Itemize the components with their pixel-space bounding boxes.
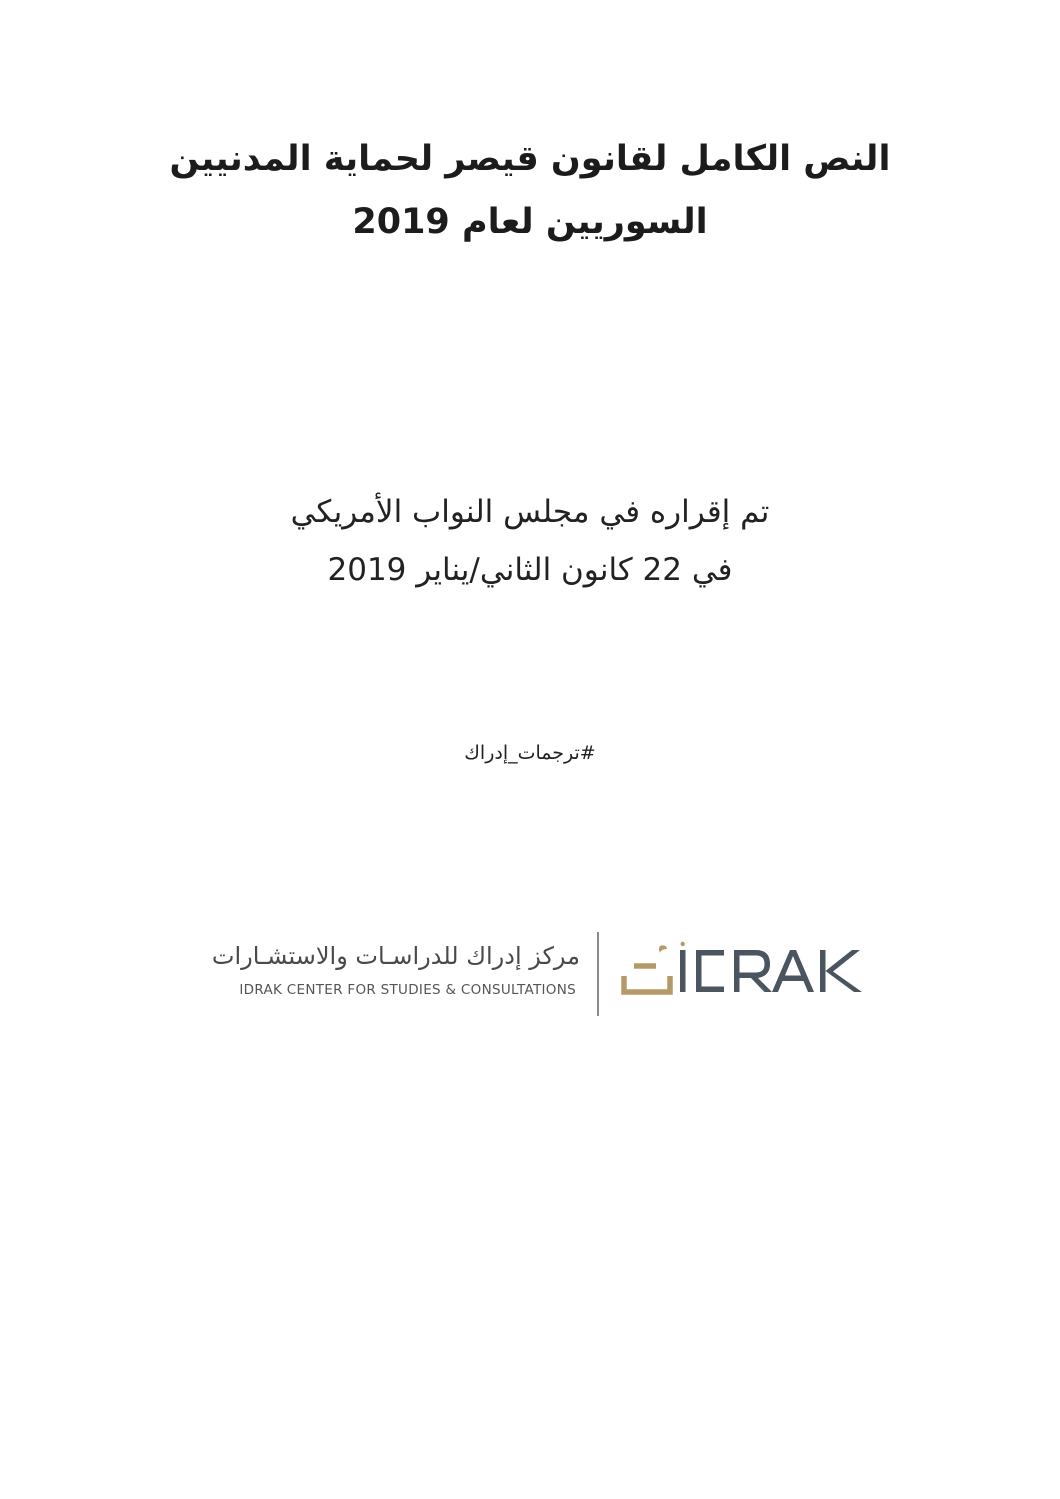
title-line-2: السوريين لعام 2019 — [352, 202, 708, 242]
document-title — [80, 128, 980, 254]
logo-name-english: IDRAK CENTER FOR STUDIES & CONSULTATIONS — [239, 982, 576, 998]
title-line-1: النص الكامل لقانون قيصر لحماية المدنيين — [169, 139, 891, 179]
idrak-logo — [180, 928, 880, 1018]
hashtag-label: #ترجمات_إدراك — [464, 742, 596, 764]
logo-divider — [597, 932, 599, 1016]
subtitle-line-1: تم إقراره في مجلس النواب الأمريكي — [290, 494, 770, 530]
idrak-wordmark-icon — [620, 940, 872, 1000]
document-subtitle — [80, 483, 980, 599]
subtitle-line-2: في 22 كانون الثاني/يناير 2019 — [327, 552, 733, 588]
logo-name-arabic: مركز إدراك للدراسـات والاستشـارات — [211, 942, 580, 970]
